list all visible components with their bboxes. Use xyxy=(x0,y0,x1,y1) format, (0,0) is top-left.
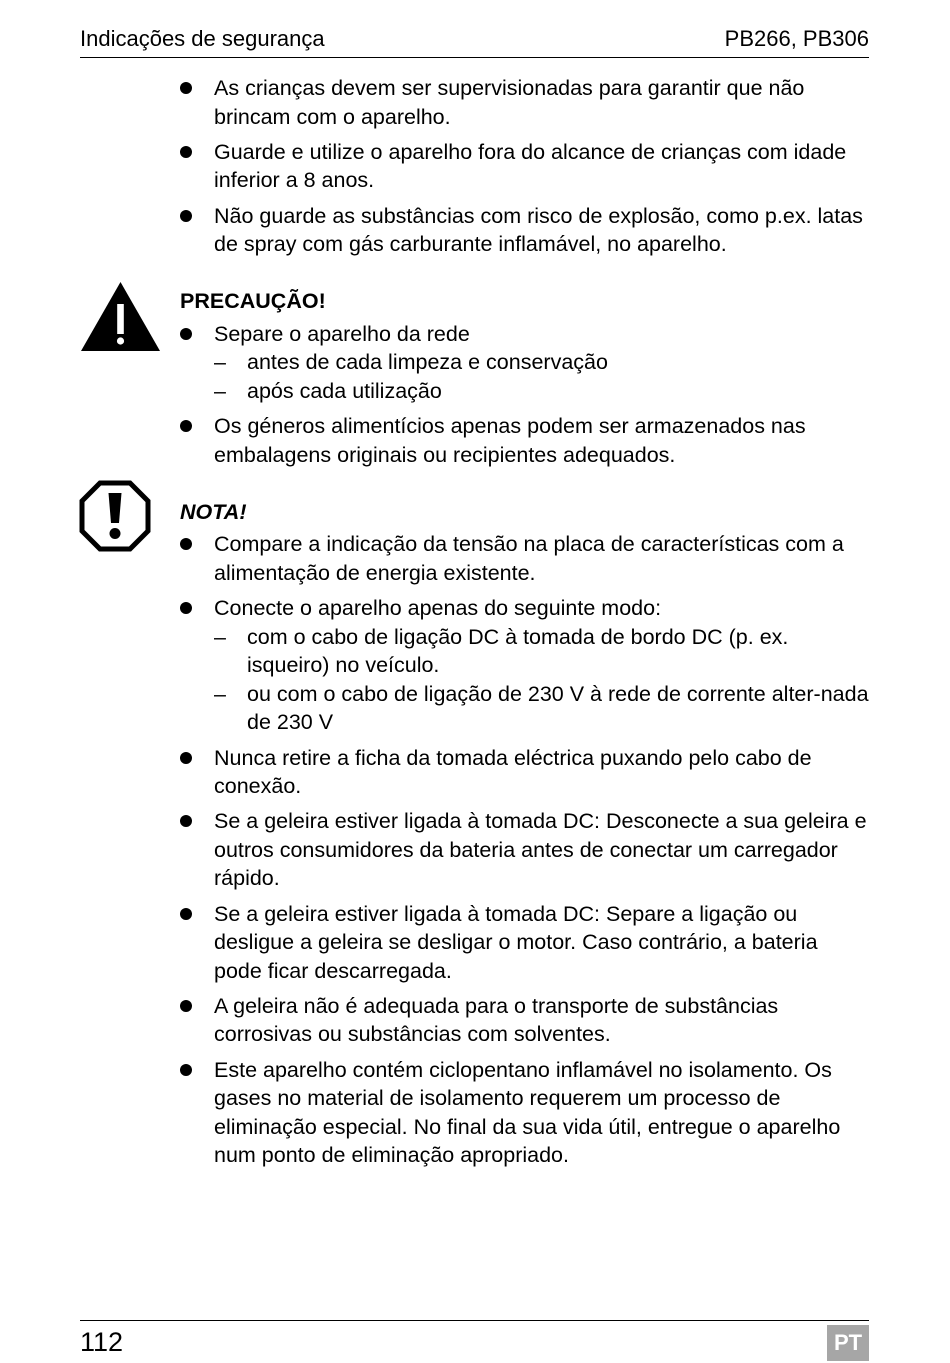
bullet-icon xyxy=(180,420,192,432)
sub-list-item: – com o cabo de ligação DC à tomada de bordo DC (p. ex. isqueiro) no veículo. xyxy=(214,624,789,678)
sub-list xyxy=(214,623,870,737)
caution-section xyxy=(180,287,870,469)
list-item-text: Conecte o aparelho apenas do seguinte modo: xyxy=(214,596,662,621)
bullet-icon xyxy=(180,210,192,222)
list-item-text: As crianças devem ser supervisionadas para garantir que não brincam com o aparelho. xyxy=(214,76,805,129)
sub-list-item: – após cada utilização xyxy=(214,378,442,403)
bullet-icon xyxy=(180,1000,192,1012)
sub-list-item: – ou com o cabo de ligação de 230 V à rede de corrente alter-nada de 230 V xyxy=(214,681,869,735)
list-item xyxy=(180,138,870,195)
header-section-title: Indicações de segurança xyxy=(80,26,325,51)
bullet-icon xyxy=(180,908,192,920)
page-header xyxy=(80,24,869,58)
sub-list xyxy=(214,348,870,405)
bullet-icon xyxy=(180,815,192,827)
list-item-text: Os géneros alimentícios apenas podem ser armazenados nas embalagens originais ou recipientes adequados. xyxy=(214,414,806,467)
list-item xyxy=(180,594,870,737)
bullet-icon xyxy=(180,538,192,550)
list-item-text: Este aparelho contém ciclopentano inflamável no isolamento. Os gases no material de isolamento requerem um processo de eliminação especial. No final da sua vida útil, entregue o aparelho num ponto de eliminação apropriado. xyxy=(214,1057,841,1168)
list-item-text: A geleira não é adequada para o transporte de substâncias corrosivas ou substâncias com solventes. xyxy=(214,993,779,1047)
bullet-icon xyxy=(180,752,192,764)
language-badge: PT xyxy=(827,1325,869,1361)
list-item xyxy=(180,320,870,406)
list-item xyxy=(180,992,870,1049)
bullet-icon xyxy=(180,602,192,614)
page-footer xyxy=(80,1320,869,1363)
bullet-icon xyxy=(180,1064,192,1076)
list-item xyxy=(180,530,870,587)
sub-list-item-text: após cada utilização xyxy=(247,378,442,403)
caution-heading: PRECAUÇÃO! xyxy=(180,289,326,314)
list-item-text: Se a geleira estiver ligada à tomada DC: Desconecte a sua geleira e outros consumidores da bateria antes de conectar um carregador rápido. xyxy=(214,809,867,891)
octagon-exclamation-icon xyxy=(79,480,151,552)
list-item xyxy=(180,1056,870,1170)
list-item xyxy=(180,900,870,986)
sub-list-item-text: antes de cada limpeza e conservação xyxy=(247,350,608,375)
list-item xyxy=(180,744,870,801)
list-item xyxy=(180,412,870,469)
list-item xyxy=(180,807,870,893)
sub-list-item: – antes de cada limpeza e conservação xyxy=(214,350,608,375)
bullet-icon xyxy=(180,82,192,94)
list-item-text: Nunca retire a ficha da tomada eléctrica puxando pelo cabo de conexão. xyxy=(214,745,812,799)
sub-list-item-text: ou com o cabo de ligação de 230 V à rede de corrente alter-nada de 230 V xyxy=(247,681,869,735)
list-item-text: Não guarde as substâncias com risco de explosão, como p.ex. latas de spray com gás carburante inflamável, no aparelho. xyxy=(214,203,863,257)
note-section xyxy=(180,498,870,1170)
list-item xyxy=(180,74,870,131)
sub-list-item-text: com o cabo de ligação DC à tomada de bordo DC (p. ex. isqueiro) no veículo. xyxy=(247,624,789,678)
list-item-text: Se a geleira estiver ligada à tomada DC: Separe a ligação ou desligue a geleira se desligar o motor. Caso contrário, a bateria pode ficar descarregada. xyxy=(214,901,818,983)
note-heading: NOTA! xyxy=(180,499,247,524)
page-number: 112 xyxy=(80,1327,124,1357)
bullet-icon xyxy=(180,146,192,158)
warning-triangle-icon xyxy=(80,280,161,352)
list-item-text: Guarde e utilize o aparelho fora do alcance de crianças com idade inferior a 8 anos. xyxy=(214,139,847,193)
list-item-text: Compare a indicação da tensão na placa de características com a alimentação de energia existente. xyxy=(214,532,844,585)
main-content xyxy=(180,74,870,1177)
header-model: PB266, PB306 xyxy=(724,26,869,51)
list-item-text: Separe o aparelho da rede xyxy=(214,321,470,346)
bullet-icon xyxy=(180,328,192,340)
list-item xyxy=(180,202,870,259)
